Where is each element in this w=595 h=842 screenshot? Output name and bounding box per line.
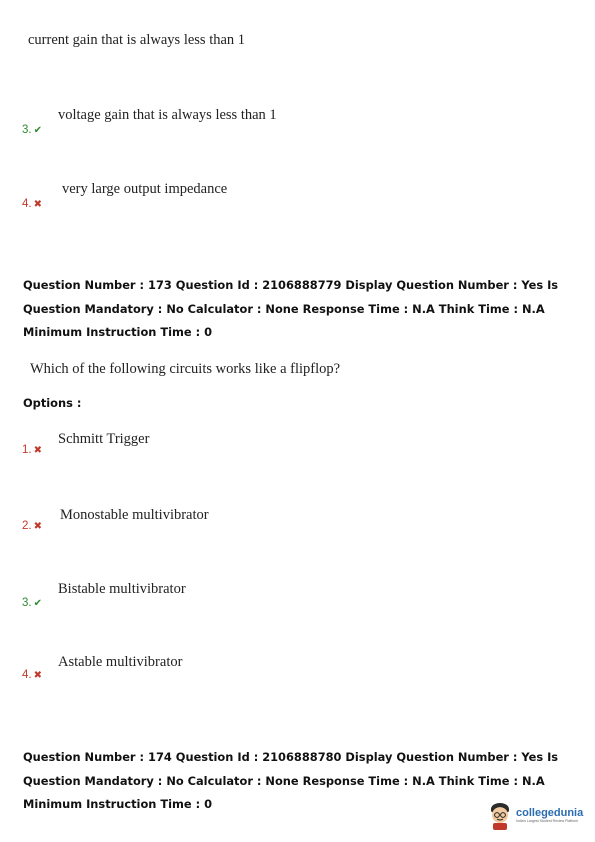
check-icon: ✔ [33,598,42,609]
logo-name: collegedunia [516,806,584,819]
option-text: Bistable multivibrator [58,581,186,597]
mascot-icon [487,800,513,830]
question-text: Which of the following circuits works like a flipflop? [30,361,341,377]
collegedunia-logo [487,800,583,830]
options-label: Options : [23,396,82,410]
question-meta: Question Number : 173 Question Id : 2106888779 Display Question Number : Yes Is Question Mandatory : No Calculator : None Response Time : N.A Think Time : N.A Minimum Instruction Time : 0 [23,278,559,339]
option-text: Monostable multivibrator [60,507,209,523]
option-text: very large output impedance [62,181,228,197]
option-text: voltage gain that is always less than 1 [58,107,277,123]
logo-tagline: India's Largest Student Review Platform [516,818,579,823]
question-meta: Question Number : 174 Question Id : 2106888780 Display Question Number : Yes Is Question Mandatory : No Calculator : None Response Time : N.A Think Time : N.A Minimum Instruction Time : 0 [23,750,559,811]
check-icon: ✔ [33,125,42,136]
cross-icon: ✖ [33,199,42,210]
option-number: 1. ✖ [22,444,42,456]
cross-icon: ✖ [33,670,42,681]
option-number: 4. ✖ [22,669,42,681]
option-text: Schmitt Trigger [58,431,150,447]
cross-icon: ✖ [33,445,42,456]
option-text: current gain that is always less than 1 [28,32,246,48]
option-number: 4. ✖ [22,198,42,210]
option-number: 3. ✔ [22,124,42,136]
option-number: 2. ✖ [22,520,42,532]
cross-icon: ✖ [33,521,42,532]
option-text: Astable multivibrator [58,654,183,670]
option-number: 3. ✔ [22,597,42,609]
